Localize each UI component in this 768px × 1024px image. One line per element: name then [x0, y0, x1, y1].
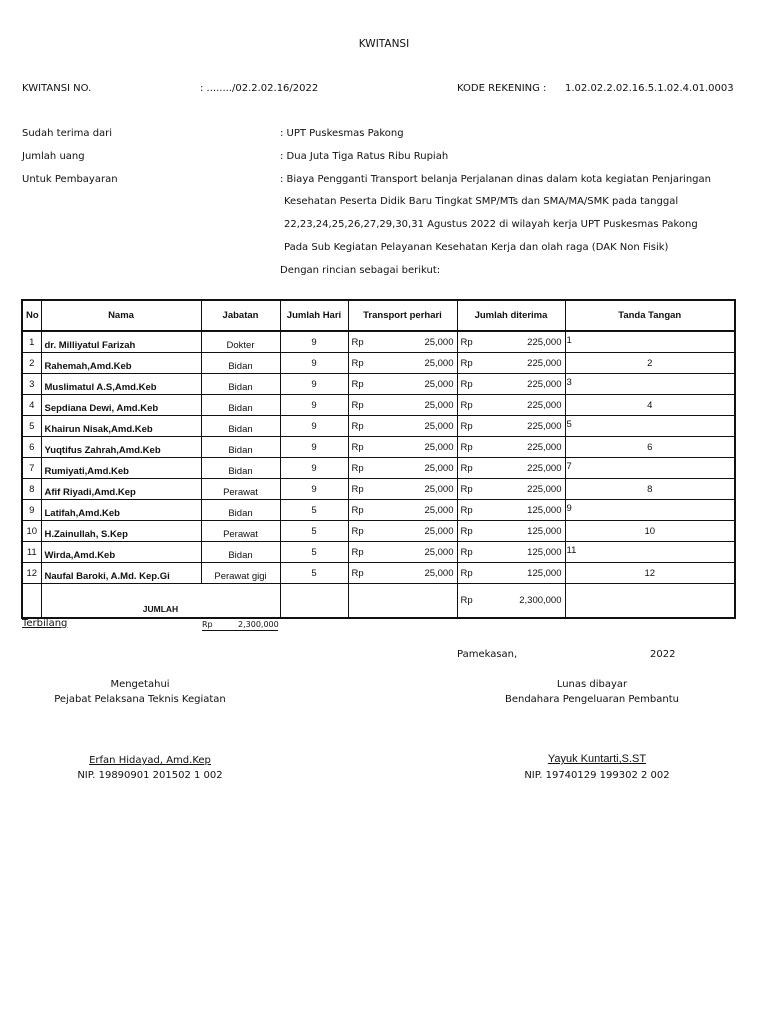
row-no: 3 — [22, 374, 41, 395]
row-transport-currency: Rp — [351, 567, 364, 579]
row-transport: 25,000 — [424, 420, 454, 432]
row-tanda-tangan — [565, 500, 735, 521]
row-no: 5 — [22, 416, 41, 437]
row-nama: dr. Milliyatul Farizah — [41, 331, 201, 353]
untuk-pembayaran-line: : Biaya Pengganti Transport belanja Perjalanan dinas dalam kota kegiatan Penjaringan — [280, 174, 711, 185]
row-no: 12 — [22, 563, 41, 584]
kwitansi-no-value: : ......../02.2.02.16/2022 — [200, 83, 319, 94]
rincian-intro: Dengan rincian sebagai berikut: — [280, 265, 441, 276]
row-diterima: 125,000 — [527, 567, 562, 579]
row-transport: 25,000 — [424, 378, 454, 390]
row-jumlah-hari: 9 — [280, 374, 348, 395]
row-jumlah-hari: 9 — [280, 395, 348, 416]
row-diterima-currency: Rp — [460, 441, 473, 453]
row-jumlah-hari: 5 — [280, 500, 348, 521]
right-sig-line1: Lunas dibayar — [556, 679, 628, 690]
row-diterima-currency: Rp — [460, 462, 473, 474]
row-no: 2 — [22, 353, 41, 374]
row-transport: 25,000 — [424, 441, 454, 453]
row-jabatan: Bidan — [201, 458, 280, 479]
row-ttd-center: 4 — [647, 399, 653, 411]
place-label: Pamekasan, — [457, 649, 518, 660]
right-sig-name: Yayuk Kuntarti,S.ST — [547, 753, 647, 765]
row-transport-currency: Rp — [351, 525, 364, 537]
row-diterima-currency: Rp — [460, 336, 473, 348]
row-tanda-tangan — [565, 521, 735, 542]
row-transport: 25,000 — [424, 357, 454, 369]
left-sig-nip: NIP. 19890901 201502 1 002 — [77, 770, 223, 781]
row-tanda-tangan — [565, 374, 735, 395]
row-tanda-tangan — [565, 437, 735, 458]
header-no: No — [22, 300, 41, 331]
row-transport-currency: Rp — [351, 441, 364, 453]
row-diterima-currency: Rp — [460, 525, 473, 537]
row-diterima-currency: Rp — [460, 378, 473, 390]
left-sig-line2: Pejabat Pelaksana Teknis Kegiatan — [54, 694, 226, 705]
row-jabatan: Perawat — [201, 521, 280, 542]
row-diterima-currency: Rp — [460, 420, 473, 432]
row-diterima-currency: Rp — [460, 399, 473, 411]
table-row — [22, 500, 735, 521]
row-diterima: 225,000 — [527, 378, 562, 390]
untuk-pembayaran-label: Untuk Pembayaran — [22, 174, 118, 185]
row-transport-currency: Rp — [351, 483, 364, 495]
row-diterima-currency: Rp — [460, 546, 473, 558]
row-tanda-tangan — [565, 542, 735, 563]
row-diterima: 225,000 — [527, 462, 562, 474]
left-sig-name: Erfan Hidayad, Amd.Kep — [89, 755, 211, 766]
row-no: 11 — [22, 542, 41, 563]
row-ttd-center: 6 — [647, 441, 653, 453]
total-value: 2,300,000 — [519, 595, 562, 606]
header-nama: Nama — [41, 300, 201, 331]
row-jumlah-hari: 9 — [280, 437, 348, 458]
row-nama: H.Zainullah, S.Kep — [41, 521, 201, 542]
jumlah-uang-label: Jumlah uang — [22, 151, 85, 162]
row-diterima: 225,000 — [527, 441, 562, 453]
year-label: 2022 — [650, 649, 676, 660]
row-jumlah-hari: 9 — [280, 479, 348, 500]
row-tanda-tangan — [565, 353, 735, 374]
row-tanda-tangan — [565, 479, 735, 500]
table-row — [22, 374, 735, 395]
row-transport-currency: Rp — [351, 336, 364, 348]
table-row — [22, 542, 735, 563]
row-transport-currency: Rp — [351, 378, 364, 390]
row-diterima-currency: Rp — [460, 567, 473, 579]
row-jumlah-hari: 5 — [280, 542, 348, 563]
row-transport: 25,000 — [424, 399, 454, 411]
row-no: 7 — [22, 458, 41, 479]
row-transport-currency: Rp — [351, 546, 364, 558]
terbilang-label: Terbilang — [22, 618, 68, 629]
row-ttd-left: 5 — [566, 419, 572, 430]
row-diterima: 225,000 — [527, 399, 562, 411]
kwitansi-no-label: KWITANSI NO. — [22, 83, 92, 94]
row-ttd-left: 3 — [566, 377, 572, 388]
row-nama: Sepdiana Dewi, Amd.Keb — [41, 395, 201, 416]
kode-rekening-value: 1.02.02.2.02.16.5.1.02.4.01.0003 — [565, 83, 734, 94]
table-row — [22, 521, 735, 542]
row-transport: 25,000 — [424, 336, 454, 348]
terbilang-value: 2,300,000 — [238, 620, 279, 629]
row-transport: 25,000 — [424, 546, 454, 558]
terbilang-underline — [202, 630, 278, 631]
row-jumlah-hari: 9 — [280, 416, 348, 437]
row-nama: Yuqtifus Zahrah,Amd.Keb — [41, 437, 201, 458]
total-currency: Rp — [460, 595, 473, 606]
terbilang-currency: Rp — [202, 620, 213, 629]
row-diterima: 125,000 — [527, 546, 562, 558]
row-jabatan: Bidan — [201, 416, 280, 437]
row-transport-currency: Rp — [351, 462, 364, 474]
header-transport: Transport perhari — [348, 300, 457, 331]
row-nama: Khairun Nisak,Amd.Keb — [41, 416, 201, 437]
row-ttd-left: 7 — [566, 461, 572, 472]
row-ttd-center: 8 — [647, 483, 653, 495]
row-transport: 25,000 — [424, 525, 454, 537]
row-nama: Afif Riyadi,Amd.Kep — [41, 479, 201, 500]
row-ttd-center: 10 — [644, 525, 656, 537]
row-transport: 25,000 — [424, 462, 454, 474]
row-nama: Naufal Baroki, A.Md. Kep.Gi — [41, 563, 201, 584]
row-jabatan: Bidan — [201, 437, 280, 458]
row-jumlah-hari: 9 — [280, 458, 348, 479]
table-row — [22, 395, 735, 416]
row-nama: Wirda,Amd.Keb — [41, 542, 201, 563]
row-no: 6 — [22, 437, 41, 458]
untuk-pembayaran-line: 22,23,24,25,26,27,29,30,31 Agustus 2022 di wilayah kerja UPT Puskesmas Pakong — [284, 219, 698, 230]
row-no: 10 — [22, 521, 41, 542]
row-jabatan: Perawat — [201, 479, 280, 500]
row-diterima: 125,000 — [527, 504, 562, 516]
row-jumlah-hari: 9 — [280, 331, 348, 353]
right-sig-nip: NIP. 19740129 199302 2 002 — [524, 770, 670, 781]
row-ttd-left: 9 — [566, 503, 572, 514]
table-row — [22, 479, 735, 500]
row-nama: Latifah,Amd.Keb — [41, 500, 201, 521]
row-nama: Muslimatul A.S,Amd.Keb — [41, 374, 201, 395]
kwitansi-table — [21, 299, 736, 619]
row-jabatan: Dokter — [201, 331, 280, 353]
row-ttd-left: 11 — [566, 545, 577, 556]
untuk-pembayaran-line: Pada Sub Kegiatan Pelayanan Kesehatan Kerja dan olah raga (DAK Non Fisik) — [284, 242, 669, 253]
row-transport-currency: Rp — [351, 399, 364, 411]
table-row — [22, 331, 735, 353]
row-jumlah-hari: 9 — [280, 353, 348, 374]
table-row — [22, 563, 735, 584]
header-jumlah-diterima: Jumlah diterima — [457, 300, 565, 331]
row-diterima-currency: Rp — [460, 483, 473, 495]
row-transport: 25,000 — [424, 567, 454, 579]
row-diterima: 225,000 — [527, 336, 562, 348]
total-label: JUMLAH — [41, 584, 280, 619]
terima-value: : UPT Puskesmas Pakong — [280, 128, 404, 139]
table-row — [22, 458, 735, 479]
row-diterima-currency: Rp — [460, 504, 473, 516]
jumlah-uang-value: : Dua Juta Tiga Ratus Ribu Rupiah — [280, 151, 449, 162]
row-no: 4 — [22, 395, 41, 416]
row-transport-currency: Rp — [351, 357, 364, 369]
row-transport-currency: Rp — [351, 504, 364, 516]
row-no: 1 — [22, 331, 41, 353]
row-jabatan: Bidan — [201, 542, 280, 563]
row-transport: 25,000 — [424, 483, 454, 495]
row-nama: Rumiyati,Amd.Keb — [41, 458, 201, 479]
row-no: 9 — [22, 500, 41, 521]
row-ttd-left: 1 — [566, 335, 572, 346]
table-row — [22, 437, 735, 458]
right-sig-line2: Bendahara Pengeluaran Pembantu — [504, 694, 679, 705]
row-jumlah-hari: 5 — [280, 521, 348, 542]
table-row — [22, 416, 735, 437]
row-ttd-center: 2 — [647, 357, 653, 369]
row-diterima: 225,000 — [527, 357, 562, 369]
table-header-row — [22, 300, 735, 331]
row-jumlah-hari: 5 — [280, 563, 348, 584]
row-tanda-tangan — [565, 331, 735, 353]
row-tanda-tangan — [565, 395, 735, 416]
row-tanda-tangan — [565, 458, 735, 479]
row-diterima: 125,000 — [527, 525, 562, 537]
row-jabatan: Bidan — [201, 374, 280, 395]
row-diterima-currency: Rp — [460, 357, 473, 369]
row-ttd-center: 12 — [644, 567, 656, 579]
row-transport-currency: Rp — [351, 420, 364, 432]
total-row — [22, 584, 735, 619]
row-transport: 25,000 — [424, 504, 454, 516]
untuk-pembayaran-line: Kesehatan Peserta Didik Baru Tingkat SMP/MTs dan SMA/MA/SMK pada tanggal — [284, 196, 679, 207]
row-diterima: 225,000 — [527, 420, 562, 432]
row-no: 8 — [22, 479, 41, 500]
row-jabatan: Bidan — [201, 500, 280, 521]
header-tanda-tangan: Tanda Tangan — [565, 300, 735, 331]
row-nama: Rahemah,Amd.Keb — [41, 353, 201, 374]
kode-rekening-label: KODE REKENING : — [457, 83, 547, 94]
row-jabatan: Bidan — [201, 395, 280, 416]
document-title: KWITANSI — [358, 38, 410, 50]
terima-label: Sudah terima dari — [22, 128, 113, 139]
row-tanda-tangan — [565, 416, 735, 437]
header-jumlah-hari: Jumlah Hari — [280, 300, 348, 331]
table-row — [22, 353, 735, 374]
row-tanda-tangan — [565, 563, 735, 584]
row-jabatan: Bidan — [201, 353, 280, 374]
header-jabatan: Jabatan — [201, 300, 280, 331]
row-jabatan: Perawat gigi — [201, 563, 280, 584]
left-sig-line1: Mengetahui — [110, 679, 170, 690]
row-diterima: 225,000 — [527, 483, 562, 495]
